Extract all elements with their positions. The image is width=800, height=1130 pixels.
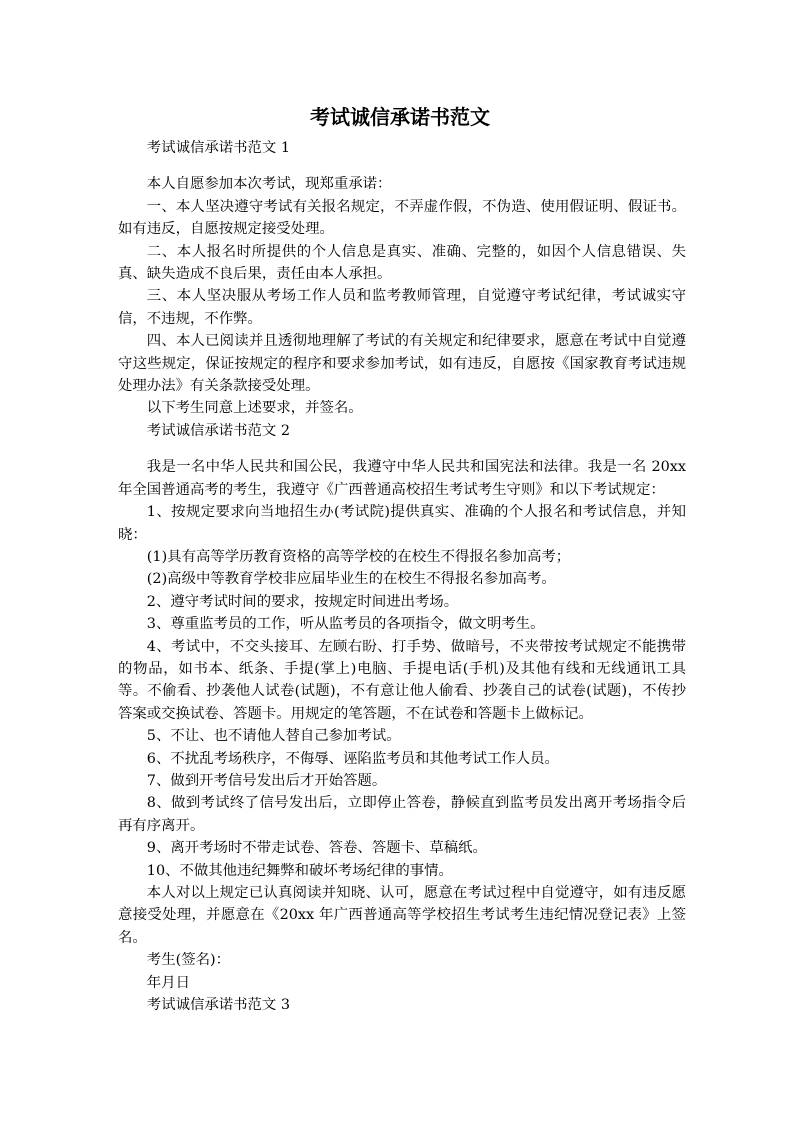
signature-line: 考生(签名)：: [146, 952, 230, 969]
document-body: [118, 137, 686, 1016]
section-2-paragraph: 7、做到开考信号发出后才开始答题。: [146, 772, 387, 789]
section-1-paragraph: 三、本人坚决服从考场工作人员和监考教师管理，自觉遵守考试纪律，考试诚实守信，不违规，不作弊。: [118, 288, 686, 327]
section-1-heading: 考试诚信承诺书范文 1: [146, 140, 291, 156]
section-2-paragraph: (1)具有高等学历教育资格的高等学校的在校生不得报名参加高考；: [146, 548, 571, 565]
section-2-paragraph: 我是一名中华人民共和国公民，我遵守中华人民共和国宪法和法律。我是一名 20xx 年全国普通高考的考生，我遵守《广西普通高校招生考试考生守则》和以下考试规定：: [118, 459, 686, 498]
section-2-paragraph: 6、不扰乱考场秩序，不侮辱、诬陷监考员和其他考试工作人员。: [146, 750, 559, 767]
section-2-paragraph: 10、不做其他违纪舞弊和破坏考场纪律的事情。: [146, 862, 453, 879]
section-2-paragraph: (2)高级中等教育学校非应届毕业生的在校生不得报名参加高考。: [146, 571, 556, 588]
section-2-paragraph: 3、尊重监考员的工作，听从监考员的各项指令，做文明考生。: [146, 616, 545, 633]
section-2-paragraph: 5、不让、也不请他人替自己参加考试。: [146, 728, 401, 745]
section-1-paragraph: 一、本人坚决遵守考试有关报名规定，不弄虚作假，不伪造、使用假证明、假证书。如有违反，自愿按规定接受处理。: [118, 198, 686, 238]
section-1-paragraph: 以下考生同意上述要求，并签名。: [146, 400, 363, 417]
section-2-paragraph: 8、做到考试终了信号发出后，立即停止答卷，静候直到监考员发出离开考场指令后再有序离开。: [118, 795, 686, 834]
date-line: 年月日: [146, 974, 190, 991]
section-2-paragraph: 1、按规定要求向当地招生办(考试院)提供真实、准确的个人报名和考试信息，并知晓：: [118, 504, 686, 543]
section-1-paragraph: 本人自愿参加本次考试，现郑重承诺：: [146, 176, 392, 193]
section-2-paragraph: 4、考试中，不交头接耳、左顾右盼、打手势、做暗号，不夹带按考试规定不能携带的物品，如书本、纸条、手提(掌上)电脑、手提电话(手机)及其他有线和无线通讯工具等。不偷看、抄袭他人试卷(试题)，不有意让他人偷看、抄袭自己的试卷(试题)，不传抄答案或交换试卷、答题卡。用规定的笔答题，不在试卷和答题卡上做标记。: [118, 638, 686, 722]
section-1-paragraph: 二、本人报名时所提供的个人信息是真实、准确、完整的，如因个人信息错误、失真、缺失造成不良后果，责任由本人承担。: [118, 243, 686, 283]
section-2-paragraph: 9、离开考场时不带走试卷、答卷、答题卡、草稿纸。: [146, 840, 487, 857]
document-title: 考试诚信承诺书范文: [310, 105, 490, 129]
section-2-paragraph: 2、遵守考试时间的要求，按规定时间进出考场。: [146, 593, 459, 610]
section-3-heading: 考试诚信承诺书范文 3: [146, 997, 291, 1014]
section-2-paragraph: 本人对以上规定已认真阅读并知晓、认可，愿意在考试过程中自觉遵守，如有违反愿意接受处理，并愿意在《20xx 年广西普通高等学校招生考试考生违纪情况登记表》上签名。: [118, 885, 686, 946]
section-1-paragraph: 四、本人已阅读并且透彻地理解了考试的有关规定和纪律要求，愿意在考试中自觉遵守这些规定，保证按规定的程序和要求参加考试，如有违反，自愿按《国家教育考试违规处理办法》有关条款接受处理。: [118, 333, 686, 395]
section-2-heading: 考试诚信承诺书范文 2: [146, 422, 291, 439]
